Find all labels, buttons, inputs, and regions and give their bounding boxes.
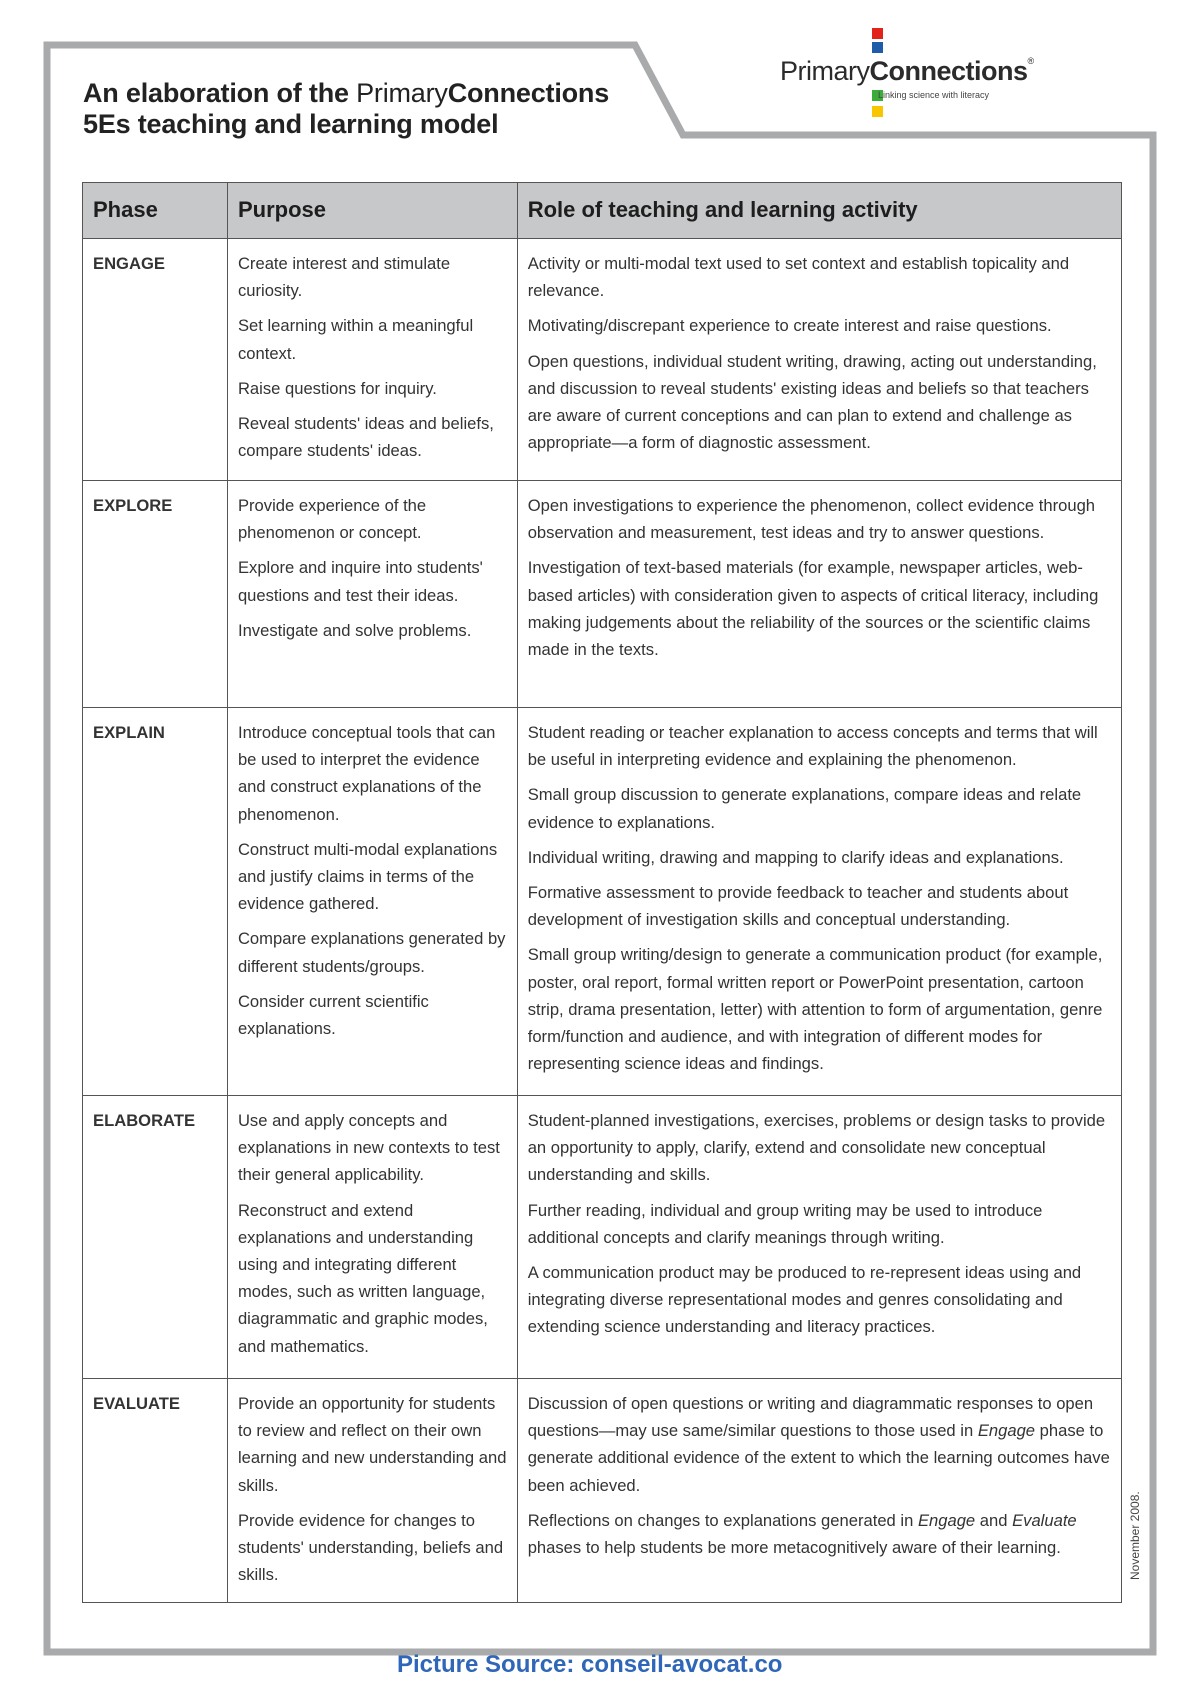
- role-item: Individual writing, drawing and mapping to clarify ideas and explanations.: [527, 847, 1064, 867]
- logo-square-yellow: [872, 106, 883, 117]
- purpose-item: Create interest and stimulate curiosity.: [237, 254, 451, 301]
- purpose-item: Explore and inquire into students' questions and test their ideas.: [237, 558, 483, 605]
- logo-wordmark: PrimaryConnections®: [780, 56, 1034, 86]
- header-phase: Phase: [83, 183, 228, 239]
- purpose-cell: [227, 481, 517, 708]
- header-purpose: Purpose: [227, 183, 517, 239]
- role-item: Student-planned investigations, exercises, problems or design tasks to provide an opportunity to apply, clarify, extend and consolidate new conceptual understanding and skills.: [527, 1111, 1106, 1185]
- purpose-item: Reveal students' ideas and beliefs, compare students' ideas.: [237, 414, 494, 461]
- role-cell: [517, 1379, 1121, 1603]
- picture-source: Picture Source: conseil-avocat.co: [397, 1651, 783, 1678]
- phase-cell: EXPLORE: [83, 481, 228, 708]
- purpose-item: Compare explanations generated by different students/groups.: [237, 929, 506, 976]
- role-cell: [517, 239, 1121, 481]
- purpose-item: Consider current scientific explanations.: [237, 991, 429, 1039]
- purpose-item: Provide evidence for changes to students' understanding, beliefs and skills.: [237, 1510, 504, 1585]
- side-date: November 2008.: [1128, 1491, 1142, 1580]
- phase-cell: EVALUATE: [83, 1379, 228, 1603]
- logo-square-blue: [872, 42, 883, 53]
- table-row: [83, 708, 1122, 1096]
- role-item: Student reading or teacher explanation to access concepts and terms that will be useful in interpreting evidence and explaining the phenomenon.: [527, 723, 1098, 770]
- role-item: A communication product may be produced to re-represent ideas using and integrating diverse representational modes and genres consolidating and extending science understanding and literacy practices.: [527, 1263, 1082, 1337]
- table-row: [83, 1096, 1122, 1379]
- header-role: Role of teaching and learning activity: [517, 183, 1121, 239]
- role-item: Further reading, individual and group writing may be used to introduce additional concepts and clarify meanings through writing.: [527, 1200, 1043, 1247]
- purpose-cell: [227, 1379, 517, 1603]
- table-row: [83, 239, 1122, 481]
- role-item: Formative assessment to provide feedback to teacher and students about development of investigation skills and conceptual understanding.: [527, 883, 1069, 930]
- purpose-item: Provide experience of the phenomenon or concept.: [237, 496, 427, 543]
- purpose-item: Construct multi-modal explanations and justify claims in terms of the evidence gathered.: [237, 839, 498, 914]
- purpose-cell: [227, 239, 517, 481]
- purpose-item: Use and apply concepts and explanations in new contexts to test their general applicability.: [237, 1111, 500, 1185]
- logo-square-red: [872, 28, 883, 39]
- table-header-row: [83, 183, 1122, 239]
- purpose-item: Provide an opportunity for students to review and reflect on their own learning and new understanding and skills.: [237, 1394, 507, 1495]
- table-row: [83, 1379, 1122, 1603]
- phase-cell: ENGAGE: [83, 239, 228, 481]
- role-cell: [517, 1096, 1121, 1379]
- purpose-item: Investigate and solve problems.: [237, 620, 472, 640]
- logo-tagline: Linking science with literacy: [878, 90, 990, 100]
- purpose-cell: [227, 1096, 517, 1379]
- table-row: [83, 481, 1122, 708]
- role-item: Motivating/discrepant experience to create interest and raise questions.: [527, 316, 1052, 336]
- role-item: Activity or multi-modal text used to set context and establish topicality and relevance.: [527, 254, 1070, 301]
- phase-cell: ELABORATE: [83, 1096, 228, 1379]
- primary-connections-logo: [780, 26, 1040, 126]
- purpose-item: Raise questions for inquiry.: [237, 378, 437, 398]
- phase-cell: EXPLAIN: [83, 708, 228, 1096]
- role-item: Open questions, individual student writing, drawing, acting out understanding, and discussion to reveal students' existing ideas and beliefs so that teachers are aware of current conceptions and can plan to extend and challenge as appropriate—a form of diagnostic assessment.: [527, 351, 1097, 453]
- role-item: Reflections on changes to explanations generated in Engage and Evaluate phases to help students be more metacognitively aware of their learning.: [527, 1510, 1077, 1558]
- purpose-item: Introduce conceptual tools that can be used to interpret the evidence and construct explanations of the phenomenon.: [237, 723, 496, 824]
- role-item: Small group discussion to generate explanations, compare ideas and relate evidence to explanations.: [527, 785, 1082, 832]
- 5es-table: [82, 182, 1122, 1603]
- role-cell: [517, 481, 1121, 708]
- purpose-item: Reconstruct and extend explanations and understanding using and integrating different modes, such as written language, diagrammatic and graphic modes, and mathematics.: [237, 1200, 488, 1356]
- role-item: Discussion of open questions or writing and diagrammatic responses to open questions—may use same/similar questions to those used in Engage phase to generate additional evidence of the extent to which the learning outcomes have been achieved.: [527, 1394, 1110, 1495]
- role-item: Investigation of text-based materials (for example, newspaper articles, web-based articles) with consideration given to aspects of critical literacy, including making judgements about the reliability of the sources or the scientific claims made in the texts.: [527, 558, 1099, 660]
- purpose-item: Set learning within a meaningful context.: [237, 316, 474, 363]
- role-item: Open investigations to experience the phenomenon, collect evidence through observation and measurement, test ideas and try to answer questions.: [527, 496, 1096, 543]
- page-title: An elaboration of the PrimaryConnections 5Es teaching and learning model: [83, 78, 610, 139]
- role-cell: [517, 708, 1121, 1096]
- purpose-cell: [227, 708, 517, 1096]
- role-item: Small group writing/design to generate a communication product (for example, poster, oral report, formal written report or PowerPoint presentation, cartoon strip, drama presentation, letter) with attention to form of argumentation, genre form/function and audience, and with integration of different modes for representing science ideas and findings.: [527, 945, 1103, 1074]
